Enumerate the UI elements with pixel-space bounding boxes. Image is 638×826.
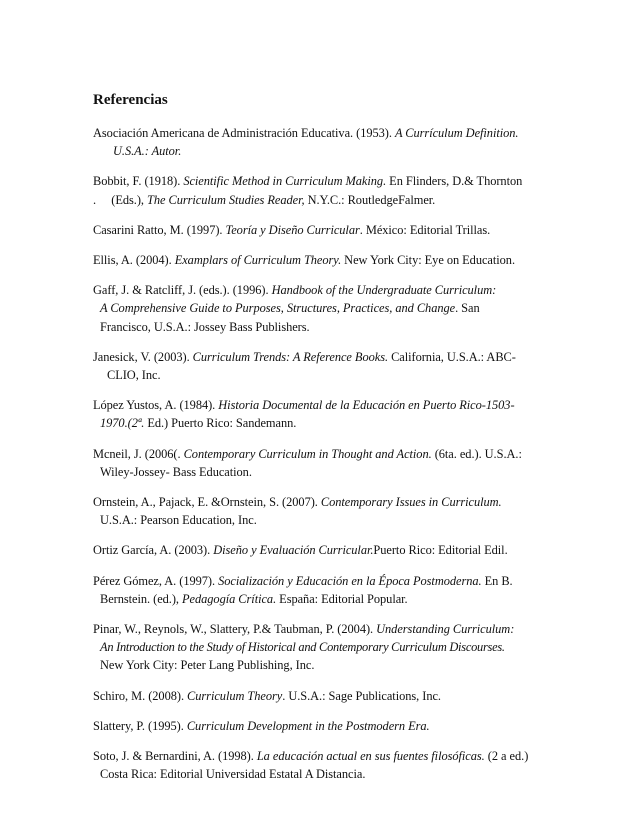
reference-entry bbox=[93, 396, 553, 432]
reference-title: Historia Documental de la Educación en Puerto Rico-1503- bbox=[218, 398, 515, 413]
reference-title: Examplars of Curriculum Theory. bbox=[174, 253, 342, 268]
reference-entry bbox=[93, 717, 553, 735]
reference-line bbox=[93, 590, 553, 608]
reference-title: A Comprehensive Guide to Purposes, Structures, Practices, and Change bbox=[100, 301, 456, 316]
reference-text: En B. bbox=[481, 573, 513, 588]
reference-text: Pinar, W., Reynols, W., Slattery, P.& Taubman, P. (2004). bbox=[93, 622, 377, 637]
reference-text: Mcneil, J. (2006(. bbox=[93, 446, 184, 461]
reference-text: Ed.) Puerto Rico: Sandemann. bbox=[144, 416, 297, 431]
reference-line bbox=[93, 366, 553, 384]
reference-text: Janesick, V. (2003). bbox=[93, 349, 193, 364]
reference-title: Contemporary Curriculum in Thought and Action. bbox=[183, 446, 432, 461]
reference-line bbox=[93, 747, 553, 765]
reference-text: U.S.A.: Pearson Education, Inc. bbox=[100, 513, 257, 528]
reference-text: López Yustos, A. (1984). bbox=[93, 398, 219, 413]
reference-line bbox=[93, 191, 553, 209]
reference-text: España: Editorial Popular. bbox=[276, 591, 408, 606]
reference-entry bbox=[93, 445, 553, 481]
reference-text: Wiley-Jossey- Bass Education. bbox=[100, 464, 252, 479]
reference-line bbox=[93, 396, 553, 414]
reference-line bbox=[93, 124, 553, 142]
reference-title: Curriculum Theory bbox=[187, 688, 283, 703]
reference-text: Slattery, P. (1995). bbox=[93, 718, 187, 733]
reference-text: Soto, J. & Bernardini, A. (1998). bbox=[93, 749, 257, 764]
reference-line bbox=[93, 414, 553, 432]
reference-entry bbox=[93, 348, 553, 384]
reference-text: En Flinders, D.& Thornton bbox=[386, 174, 523, 189]
reference-entry bbox=[93, 251, 553, 269]
reference-title: Understanding Curriculum: bbox=[376, 622, 515, 637]
reference-text: Ellis, A. (2004). bbox=[93, 253, 175, 268]
reference-line bbox=[93, 717, 553, 735]
reference-title: Scientific Method in Curriculum Making. bbox=[183, 174, 387, 189]
reference-text: CLIO, Inc. bbox=[107, 368, 161, 383]
reference-line bbox=[93, 172, 553, 190]
reference-entry bbox=[93, 620, 553, 675]
reference-title: Teoría y Diseño Curricular bbox=[225, 222, 360, 237]
reference-entry bbox=[93, 572, 553, 608]
reference-text: California, U.S.A.: ABC- bbox=[388, 349, 516, 364]
reference-line bbox=[93, 511, 553, 529]
reference-title: 1970.(2ª. bbox=[100, 416, 145, 431]
reference-line bbox=[93, 445, 553, 463]
reference-entry bbox=[93, 124, 553, 160]
reference-title: A Currículum Definition. bbox=[394, 126, 519, 140]
reference-line bbox=[93, 299, 553, 317]
reference-text: Bobbit, F. (1918). bbox=[93, 174, 184, 189]
reference-text: N.Y.C.: RoutledgeFalmer. bbox=[304, 192, 436, 207]
reference-line bbox=[93, 281, 553, 299]
reference-title: Curriculum Development in the Postmodern Era. bbox=[186, 718, 430, 733]
reference-title: The Curriculum Studies Reader, bbox=[147, 192, 305, 207]
reference-title: La educación actual en sus fuentes filosóficas. bbox=[256, 749, 485, 764]
reference-line bbox=[93, 656, 553, 674]
reference-title: U.S.A.: Autor. bbox=[113, 144, 182, 159]
reference-text: . U.S.A.: Sage Publications, Inc. bbox=[282, 688, 441, 703]
reference-title: Socialización y Educación en la Época Postmoderna. bbox=[218, 573, 482, 588]
reference-title: An Introduction to the Study of Historical and Contemporary Curriculum Discourses. bbox=[100, 640, 505, 655]
reference-entry bbox=[93, 541, 553, 559]
reference-text: Bernstein. (ed.), bbox=[100, 591, 183, 606]
reference-text: (2 a ed.) bbox=[484, 749, 529, 764]
reference-line bbox=[93, 541, 553, 559]
reference-entry bbox=[93, 172, 553, 208]
reference-text: . San bbox=[455, 301, 480, 316]
reference-entry bbox=[93, 221, 553, 239]
reference-text: . (Eds.), bbox=[93, 192, 148, 207]
document-page bbox=[93, 91, 553, 795]
reference-text: Ornstein, A., Pajack, E. &Ornstein, S. (2007). bbox=[93, 495, 321, 510]
reference-line bbox=[93, 251, 553, 269]
page-title: Referencias bbox=[93, 92, 168, 108]
reference-title: Handbook of the Undergraduate Curriculum: bbox=[271, 283, 497, 298]
reference-line bbox=[93, 687, 553, 705]
reference-text: New York City: Peter Lang Publishing, Inc. bbox=[100, 658, 315, 673]
reference-entry bbox=[93, 493, 553, 529]
reference-line bbox=[93, 318, 553, 336]
reference-text: (6ta. ed.). U.S.A.: bbox=[431, 446, 522, 461]
reference-text: Ortiz García, A. (2003). bbox=[93, 543, 214, 558]
reference-text: Asociación Americana de Administración Educativa. (1953). bbox=[93, 126, 395, 140]
reference-line bbox=[93, 572, 553, 590]
reference-title: Diseño y Evaluación Curricular. bbox=[213, 543, 374, 558]
reference-text: Pérez Gómez, A. (1997). bbox=[93, 573, 219, 588]
reference-text: Costa Rica: Editorial Universidad Estatal A Distancia. bbox=[100, 767, 366, 782]
reference-entry bbox=[93, 687, 553, 705]
reference-text: Gaff, J. & Ratcliff, J. (eds.). (1996). bbox=[93, 283, 272, 298]
reference-text: . México: Editorial Trillas. bbox=[359, 222, 491, 237]
reference-text: New York City: Eye on Education. bbox=[341, 253, 515, 268]
reference-title: Curriculum Trends: A Reference Books. bbox=[192, 349, 389, 364]
reference-entry bbox=[93, 281, 553, 336]
reference-text: Puerto Rico: Editorial Edil. bbox=[373, 543, 508, 558]
reference-line bbox=[93, 620, 553, 638]
reference-text: Francisco, U.S.A.: Jossey Bass Publishers. bbox=[100, 319, 310, 334]
reference-title: Pedagogía Crítica. bbox=[182, 591, 277, 606]
reference-text: Schiro, M. (2008). bbox=[93, 688, 188, 703]
reference-line bbox=[93, 765, 553, 783]
reference-entry bbox=[93, 747, 553, 783]
reference-line bbox=[93, 463, 553, 481]
reference-line bbox=[93, 638, 553, 656]
reference-line bbox=[93, 493, 553, 511]
reference-text: Casarini Ratto, M. (1997). bbox=[93, 222, 226, 237]
reference-line bbox=[93, 142, 553, 160]
reference-title: Contemporary Issues in Curriculum. bbox=[320, 495, 502, 510]
reference-line bbox=[93, 348, 553, 366]
reference-line bbox=[93, 221, 553, 239]
